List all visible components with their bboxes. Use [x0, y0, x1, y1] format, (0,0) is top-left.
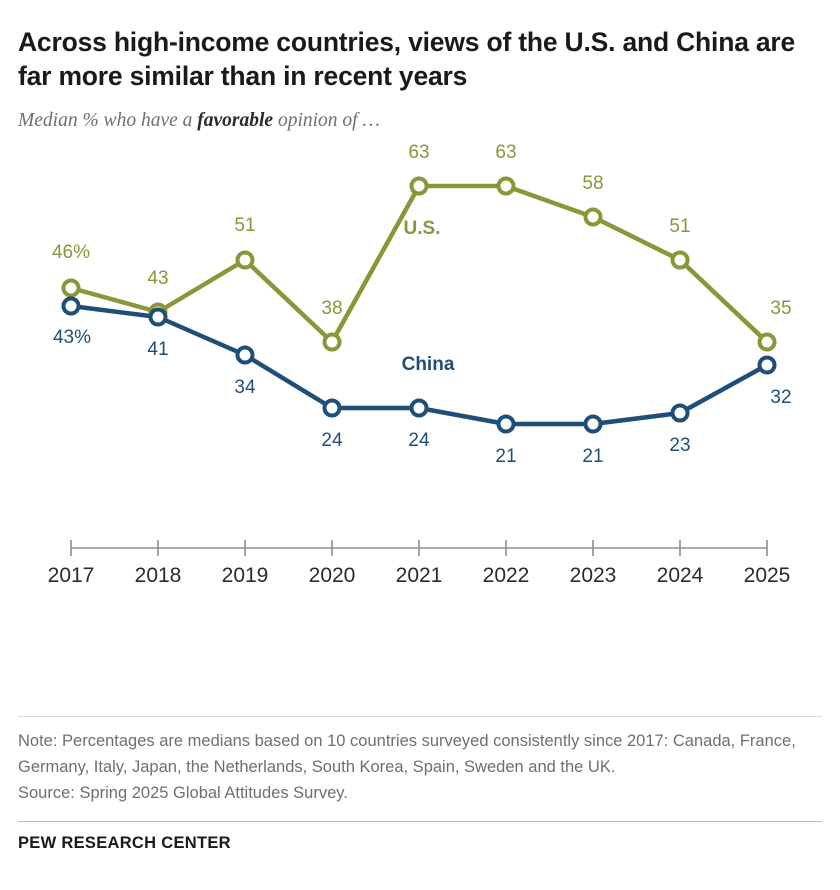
data-point-china [673, 405, 688, 420]
data-label-us: 35 [770, 297, 792, 319]
data-point-us [673, 252, 688, 267]
data-label-china: 43% [52, 326, 92, 348]
data-label-us: 63 [495, 141, 517, 163]
brand-name: PEW RESEARCH CENTER [18, 834, 231, 853]
data-label-us: 58 [582, 172, 604, 194]
data-point-china [238, 347, 253, 362]
data-point-china [760, 357, 775, 372]
subtitle-prefix: Median % who have a [18, 109, 198, 131]
chart-page [0, 26, 840, 890]
subtitle-suffix: opinion of … [273, 109, 380, 131]
data-label-us: 51 [669, 215, 691, 237]
page-title: Across high-income countries, views of the U.S. and China are far more similar than in recent years [18, 27, 796, 91]
data-point-china [586, 416, 601, 431]
data-point-us [238, 252, 253, 267]
x-tick-label: 2020 [308, 563, 356, 587]
data-point-us [499, 178, 514, 193]
x-tick-label: 2018 [134, 563, 182, 587]
data-point-china [151, 309, 166, 324]
x-tick-label: 2021 [395, 563, 443, 587]
chart-footer [18, 716, 818, 853]
data-label-us: 51 [234, 214, 256, 236]
data-label-china: 24 [408, 429, 430, 451]
data-point-china [64, 298, 79, 313]
chart-canvas [18, 142, 822, 612]
data-label-china: 21 [495, 445, 517, 467]
data-point-us [325, 334, 340, 349]
chart-subtitle [18, 110, 822, 132]
x-tick-label: 2022 [482, 563, 530, 587]
chart-note: Note: Percentages are medians based on 10 countries surveyed consistently since 2017: Canada, France, Germany, Italy, Japan, the Netherlands, South Korea, Spain, Sweden and the UK. [18, 732, 796, 776]
series-label-us: U.S. [403, 217, 441, 239]
data-label-china: 21 [582, 445, 604, 467]
data-point-china [412, 400, 427, 415]
data-label-us: 43 [147, 267, 169, 289]
x-tick-label: 2017 [47, 563, 95, 587]
data-label-china: 41 [147, 338, 169, 360]
x-tick-label: 2023 [569, 563, 617, 587]
brand-divider [18, 821, 822, 822]
data-point-us [64, 280, 79, 295]
data-label-china: 23 [669, 434, 691, 456]
data-label-us: 38 [321, 297, 343, 319]
chart-source: Source: Spring 2025 Global Attitudes Survey. [18, 784, 348, 803]
data-point-china [499, 416, 514, 431]
x-tick-label: 2025 [743, 563, 791, 587]
data-point-us [586, 209, 601, 224]
footer-divider [18, 716, 822, 717]
series-line-us [71, 186, 767, 342]
subtitle-emphasis: favorable [197, 109, 274, 131]
data-point-china [325, 400, 340, 415]
data-label-us: 63 [408, 141, 430, 163]
data-label-china: 34 [234, 376, 256, 398]
x-tick-label: 2019 [221, 563, 269, 587]
x-tick-label: 2024 [656, 563, 704, 587]
data-label-china: 24 [321, 429, 343, 451]
series-label-china: China [401, 353, 455, 375]
data-label-us: 46% [51, 241, 91, 263]
line-chart [18, 142, 822, 612]
data-point-us [760, 334, 775, 349]
data-point-us [412, 178, 427, 193]
data-label-china: 32 [770, 386, 792, 408]
